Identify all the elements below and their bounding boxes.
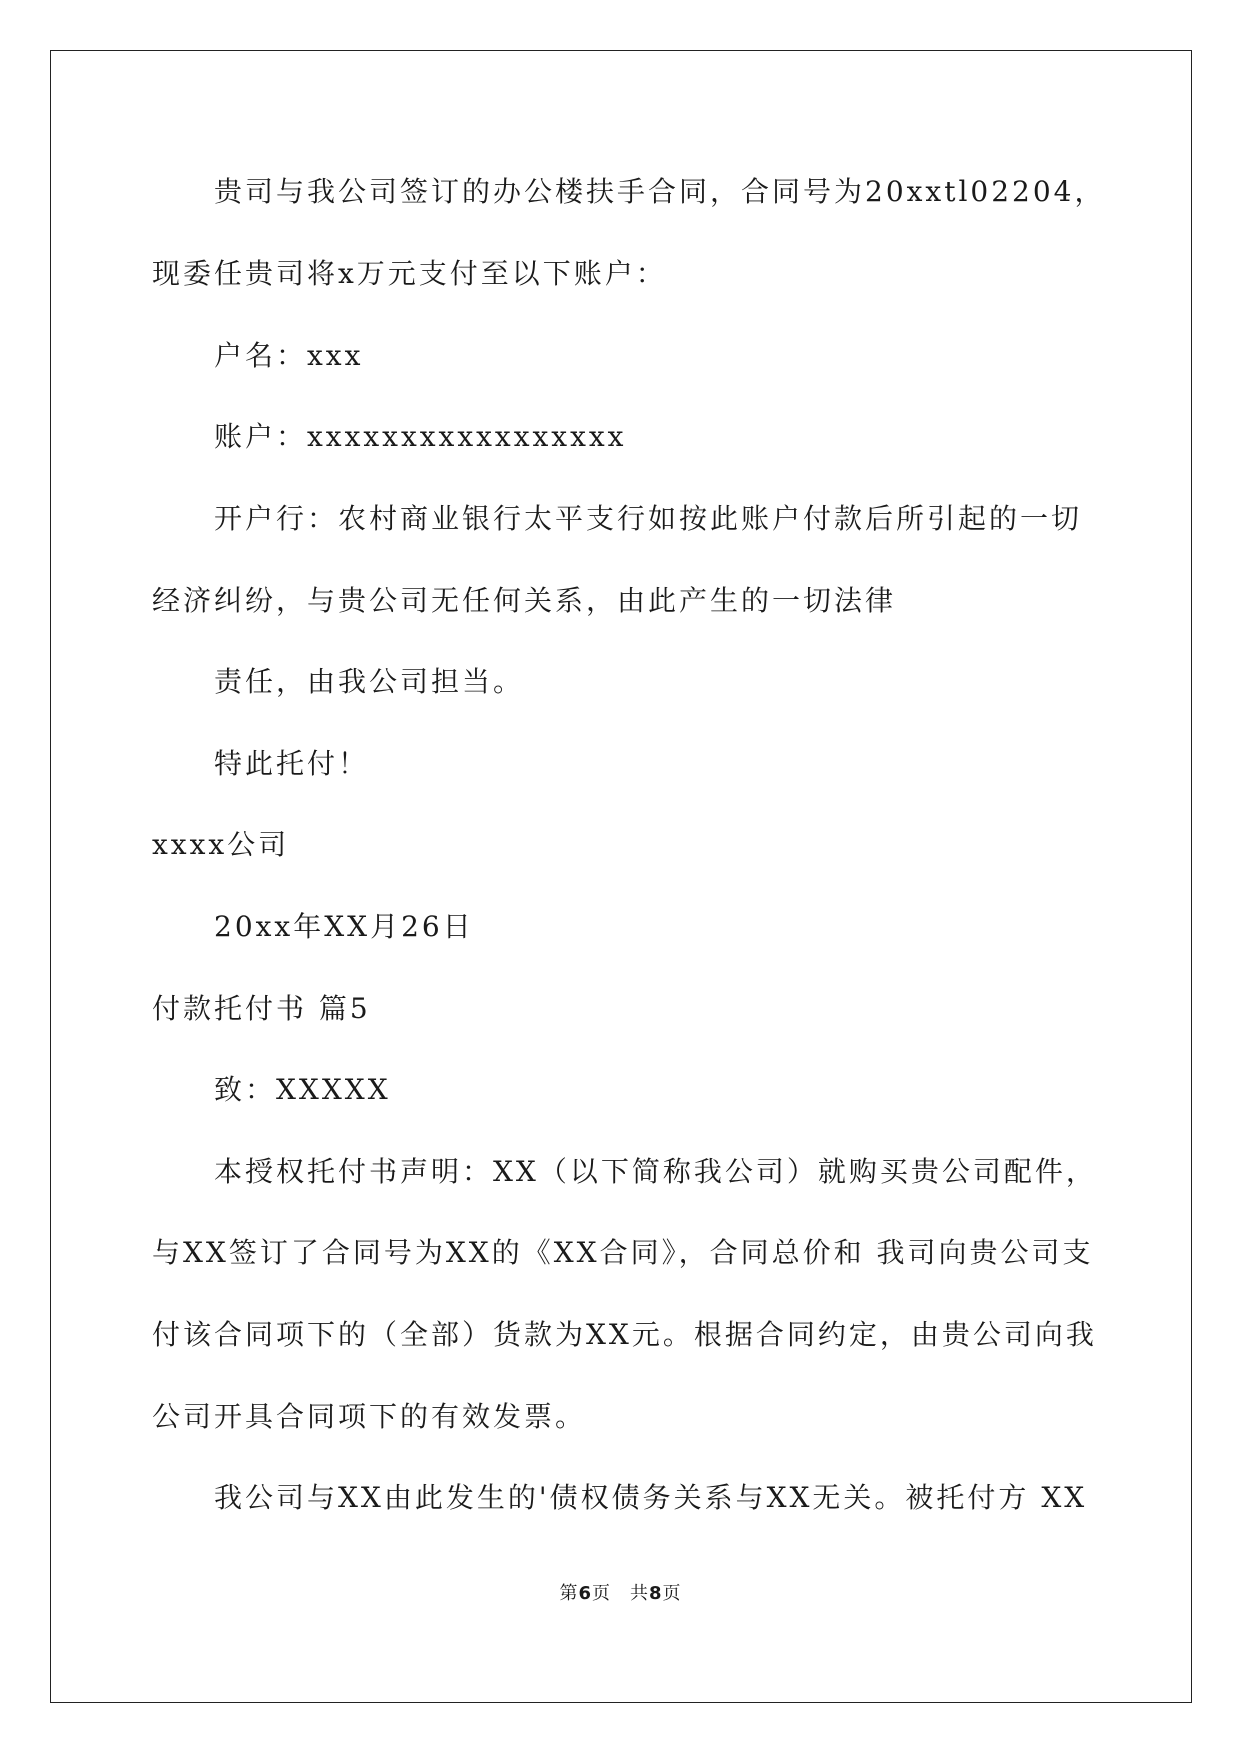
paragraph-line: 与XX签订了合同号为XX的《XX合同》，合同总价和 我司向贵公司支 [152, 1236, 1094, 1269]
page-suffix: 页 [662, 1583, 682, 1604]
page-prefix: 第 [559, 1583, 579, 1604]
paragraph-line: 开户行：农村商业银行太平支行如按此账户付款后所引起的一切 [214, 502, 1083, 535]
paragraph-line: 贵司与我公司签订的办公楼扶手合同，合同号为20xxtl02204， [214, 175, 1106, 208]
paragraph-line: 我公司与XX由此发生的'债权债务关系与XX无关。被托付方 XX [214, 1481, 1088, 1514]
date-line: 20xx年XX月26日 [214, 910, 474, 943]
paragraph-line: 公司开具合同项下的有效发票。 [152, 1400, 587, 1433]
recipient-line: 致：XXXXX [214, 1073, 391, 1106]
section-heading: 付款托付书 篇5 [152, 992, 371, 1025]
account-number-line: 账户：xxxxxxxxxxxxxxxxx [214, 420, 627, 453]
company-signature: xxxx公司 [152, 828, 290, 861]
closing-line: 特此托付！ [214, 747, 370, 780]
paragraph-line: 付该合同项下的（全部）货款为XX元。根据合同约定，由贵公司向我 [152, 1318, 1097, 1351]
page-border [50, 50, 1192, 1703]
paragraph-line: 现委任贵司将x万元支付至以下账户： [152, 257, 667, 290]
page-mid: 页 共 [592, 1583, 649, 1604]
account-name-line: 户名：xxx [214, 339, 364, 372]
paragraph-line: 本授权托付书声明：XX（以下简称我公司）就购买贵公司配件， [214, 1155, 1097, 1188]
paragraph-line: 经济纠纷，与贵公司无任何关系，由此产生的一切法律 [152, 584, 897, 617]
page-current: 6 [578, 1583, 592, 1604]
page-total: 8 [649, 1583, 663, 1604]
page-footer [0, 1582, 1241, 1606]
paragraph-line: 责任，由我公司担当。 [214, 665, 525, 698]
